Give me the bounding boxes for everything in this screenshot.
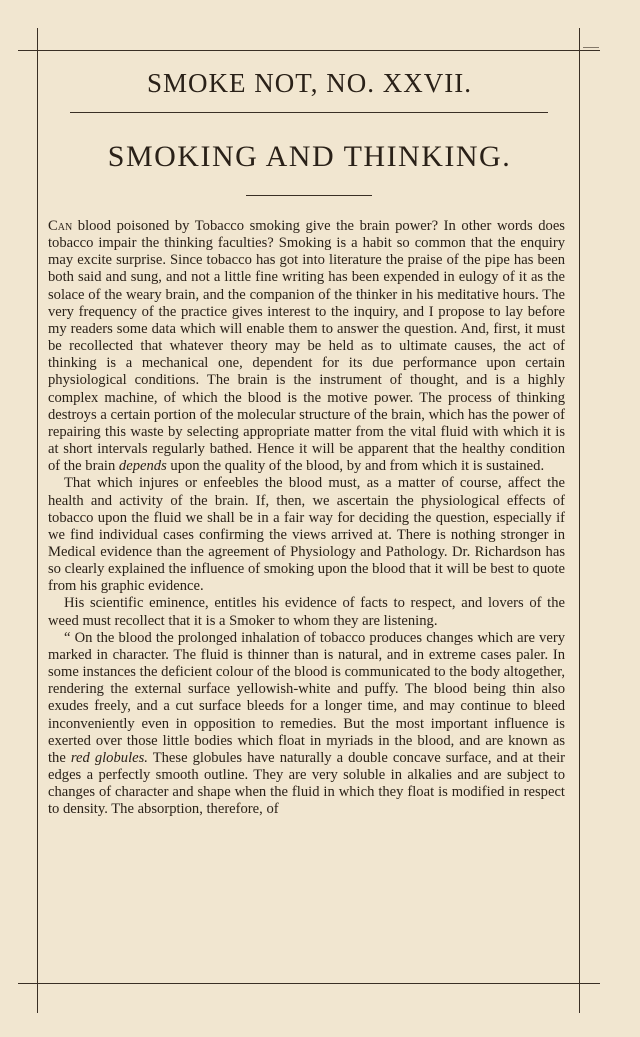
right-border-rule: [579, 28, 580, 1013]
left-border-rule: [37, 28, 38, 1013]
tract-title: SMOKING AND THINKING.: [107, 140, 512, 173]
paragraph-3: His scientific eminence, entitles his evidence of facts to respect, and lovers of the weed must recollect that it is a Smoker to whom they are listening.: [48, 595, 565, 629]
paragraph-4: [48, 630, 565, 819]
article-body: [48, 218, 565, 818]
bottom-border-rule: [18, 983, 600, 984]
series-title: SMOKE NOT, NO. XXVII.: [147, 68, 472, 98]
emphasis-red-globules: red globules.: [70, 749, 148, 766]
title-divider: [246, 195, 372, 196]
paragraph-1-text-a: blood poisoned by Tobacco smoking give the brain power? In other words does tobacco impair the thinking faculties? Smoking is a habit so common that the enquiry may excite surprise. Since tobacco has got into literature the praise of the pipe has been both said and sung, and not a little fine writing has been expended in eulogy of it as the solace of the weary brain, and the companion of the thinker in his meditative hours. The very frequency of the practice gives interest to the inquiry, and I propose to lay before my readers some data which will enable them to answer the question. And, first, it must be recollected that whatever theory may be held as to ultimate causes, the act of thinking is a mechanical one, dependent for its due performance upon certain physiological conditions. The brain is the instrument of thought, and is a highly complex machine, of which the blood is the motive power. The process of thinking destroys a certain portion of the molecular structure of the brain, which has the power of repairing this waste by selecting appropriate matter from the vital fluid with which it is at short intervals regularly bathed. Hence it will be apparent that the healthy condition of the brain: [48, 218, 565, 475]
paragraph-4-text-a: “ On the blood the prolonged inhalation of tobacco produces changes which are very marked in character. The fluid is thinner than is natural, and in extreme cases paler. In some instances the deficient colour of the blood is communicated to the body altogether, rendering the external surface yellowish-white and puffy. The blood being thin also exudes freely, and a cut surface bleeds for a longer time, and may continue to bleed inconveniently even in opposition to remedies. But the most important influence is exerted over those little bodies which float in myriads in the blood, and are known as the: [48, 629, 565, 766]
top-right-tick: [583, 47, 599, 48]
emphasis-depends: depends: [118, 458, 167, 475]
paragraph-4-text-b: These globules have naturally a double concave surface, and at their edges a perfectly smooth outline. They are very soluble in alkalies and are subject to changes of character and shape when the fluid in which they float is modified in respect to density. The absorption, therefore, of: [48, 749, 565, 818]
series-title-underline: [70, 112, 548, 113]
paragraph-2: That which injures or enfeebles the blood must, as a matter of course, affect the health and activity of the brain. If, then, we ascertain the physiological effects of tobacco upon the fluid we shall be in a fair way for deciding the question, especially if we find individual cases confirming the views arrived at. There is nothing stronger in Medical evidence than the agreement of Physiology and Pathology. Dr. Richardson has so clearly explained the influence of smoking upon the blood that it will be best to quote from his graphic evidence.: [48, 475, 565, 595]
paragraph-1-text-b: upon the quality of the blood, by and from which it is sustained.: [166, 458, 545, 475]
drop-lead-word: Can: [48, 218, 73, 234]
paragraph-1: [48, 218, 565, 475]
top-border-rule: [18, 50, 600, 51]
